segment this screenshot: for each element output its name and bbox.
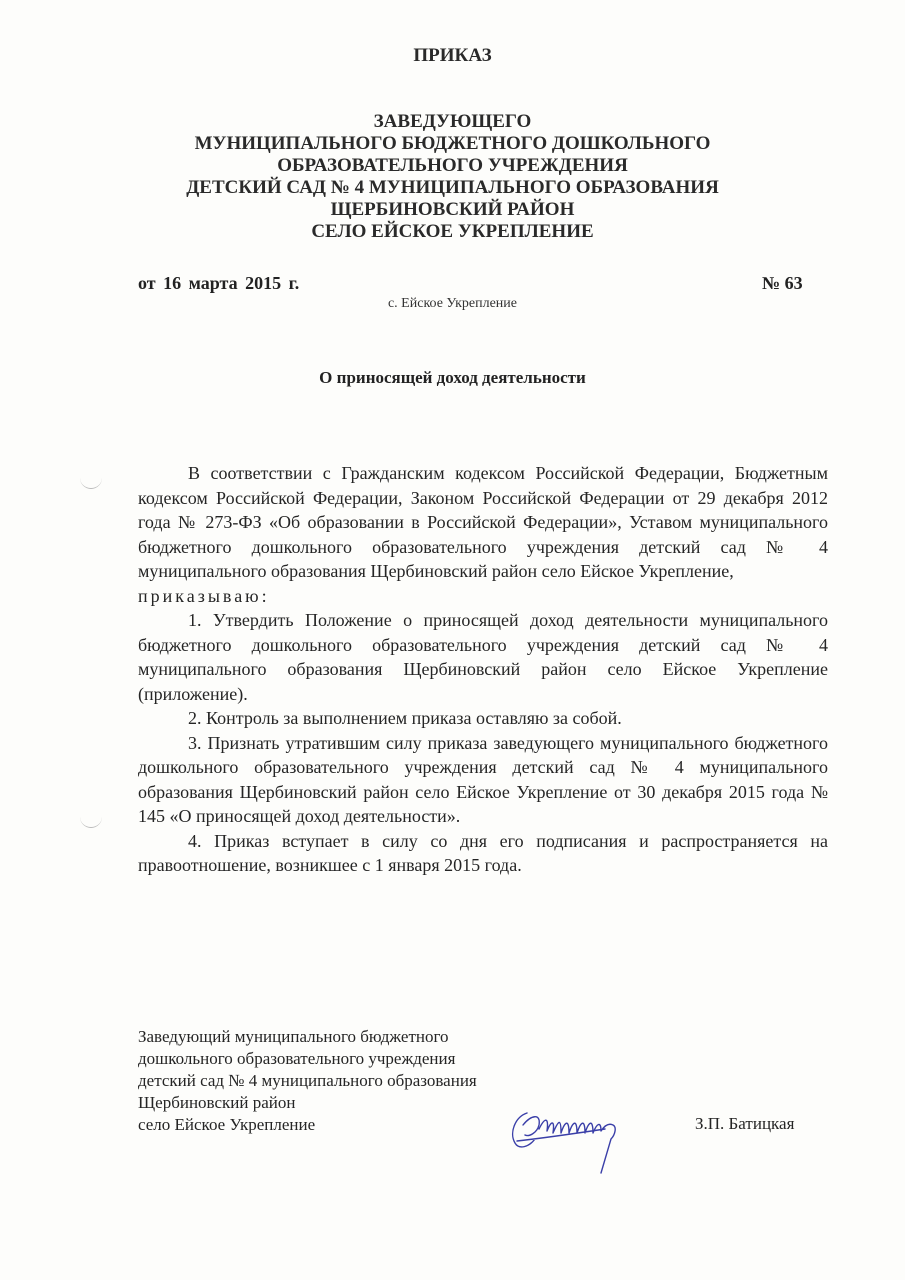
- order-item: 4. Приказ вступает в силу со дня его подписания и распространяется на правоотношение, возникшее с 1 января 2015 года.: [138, 830, 828, 875]
- punch-hole-mark: [80, 476, 102, 489]
- org-line: ЗАВЕДУЮЩЕГО: [373, 111, 532, 132]
- signer-position-line: Заведующий муниципального бюджетного: [138, 1027, 449, 1046]
- punch-hole-mark: [80, 815, 102, 828]
- order-word: приказываю:: [138, 585, 270, 606]
- document-title: ПРИКАЗ: [413, 45, 492, 66]
- order-item: 3. Признать утратившим силу приказа заведующего муниципального бюджетного дошкольного образовательного учреждения детский сад № 4 муниципального образования Щербиновский район село Ейское Укрепление от 30 декабря 2015 года № 145 «О приносящей доход деятельности».: [138, 732, 828, 826]
- order-date: от 16 марта 2015 г.: [138, 273, 300, 293]
- signer-position-line: детский сад № 4 муниципального образования: [138, 1071, 477, 1090]
- signer-name: З.П. Батицкая: [695, 1114, 795, 1133]
- handwritten-signature: [505, 1095, 645, 1175]
- signer-position-line: дошкольного образовательного учреждения: [138, 1049, 456, 1068]
- signer-position-line: село Ейское Укрепление: [138, 1115, 316, 1134]
- order-item: 2. Контроль за выполнением приказа оставляю за собой.: [188, 708, 622, 728]
- signer-position-line: Щербиновский район: [138, 1093, 296, 1112]
- org-line: ЩЕРБИНОВСКИЙ РАЙОН: [330, 199, 575, 220]
- order-place: с. Ейское Укрепление: [387, 296, 518, 311]
- org-line: МУНИЦИПАЛЬНОГО БЮДЖЕТНОГО ДОШКОЛЬНОГО: [194, 133, 711, 154]
- org-line: ДЕТСКИЙ САД № 4 МУНИЦИПАЛЬНОГО ОБРАЗОВАНИЯ: [186, 177, 719, 198]
- preamble-paragraph: В соответствии с Гражданским кодексом Российской Федерации, Бюджетным кодексом Российской Федерации, Законом Российской Федерации от 29 декабря 2012 года № 273-ФЗ «Об образовании в Российской Федерации», Уставом муниципального бюджетного дошкольного образовательного учреждения детский сад № 4 муниципального образования Щербиновский район село Ейское Укрепление,: [138, 463, 828, 581]
- order-number: № 63: [762, 273, 803, 293]
- signer-position: [138, 1026, 477, 1136]
- org-line: ОБРАЗОВАТЕЛЬНОГО УЧРЕЖДЕНИЯ: [277, 155, 628, 176]
- order-item: 1. Утвердить Положение о приносящей доход деятельности муниципального бюджетного дошкольного образовательного учреждения детский сад № 4 муниципального образования Щербиновский район село Ейское Укрепление (приложение).: [138, 610, 828, 704]
- order-subject: О приносящей доход деятельности: [319, 368, 586, 387]
- document-header: [0, 45, 905, 243]
- org-line: СЕЛО ЕЙСКОЕ УКРЕПЛЕНИЕ: [311, 221, 594, 242]
- order-body: [138, 461, 828, 878]
